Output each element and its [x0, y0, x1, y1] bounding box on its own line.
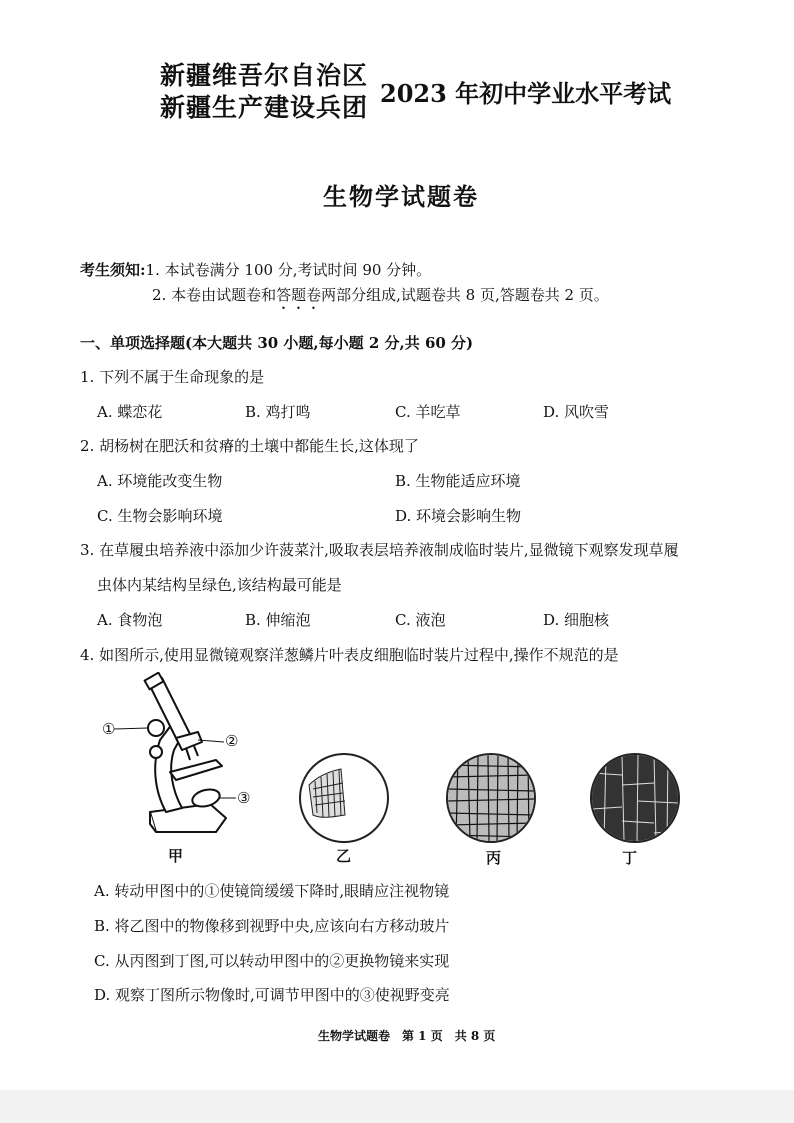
view-yi-cells	[301, 755, 387, 841]
figure-label-jia: 甲	[168, 847, 184, 865]
figure-label-bing: 丙	[486, 849, 502, 867]
notice-item-2-emph: 答题卷	[276, 286, 322, 304]
callout-2: ②	[225, 732, 239, 750]
q2-option-c: C. 生物会影响环境	[97, 507, 223, 525]
q3-option-d: D. 细胞核	[543, 611, 610, 629]
section-heading: 一、单项选择题(本大题共 30 小题,每小题 2 分,共 60 分)	[80, 334, 474, 352]
figure-label-ding: 丁	[622, 849, 638, 867]
region-line-2: 新疆生产建设兵团	[160, 93, 369, 122]
callout-3: ③	[237, 789, 251, 807]
q4-option-b: B. 将乙图中的物像移到视野中央,应该向右方移动玻片	[94, 917, 450, 935]
view-ding-cells	[592, 755, 678, 841]
figure-label-yi: 乙	[336, 847, 352, 865]
q2-option-a: A. 环境能改变生物	[97, 472, 223, 490]
q1-option-c: C. 羊吃草	[395, 403, 461, 421]
microscope-stage	[170, 760, 222, 780]
view-bing	[446, 753, 536, 843]
q3-option-c: C. 液泡	[395, 611, 446, 629]
question-1-stem: 1. 下列不属于生命现象的是	[80, 368, 265, 386]
notice-label: 考生须知:	[80, 261, 146, 279]
region-line-1: 新疆维吾尔自治区	[160, 61, 369, 90]
notice-line-2	[152, 284, 609, 313]
microscope-base	[150, 804, 226, 832]
notice-line-1	[80, 259, 431, 280]
q3-option-b: B. 伸缩泡	[245, 611, 311, 629]
q4-option-a: A. 转动甲图中的①使镜筒缓缓下降时,眼睛应注视物镜	[94, 882, 450, 900]
notice-item-2-a: 2. 本卷由试题卷和	[152, 286, 277, 304]
notice-item-2-b: 两部分组成,试题卷共 8 页,答题卷共 2 页。	[321, 286, 609, 304]
fine-focus-knob	[150, 746, 162, 758]
notice-item-1: 1. 本试卷满分 100 分,考试时间 90 分钟。	[145, 261, 432, 279]
question-4-stem: 4. 如图所示,使用显微镜观察洋葱鳞片叶表皮细胞临时装片过程中,操作不规范的是	[80, 646, 619, 664]
question-3-stem-line-1: 3. 在草履虫培养液中添加少许菠菜汁,吸取表层培养液制成临时装片,显微镜下观察发现草履	[80, 541, 679, 559]
view-bing-cells	[448, 755, 534, 841]
view-yi	[299, 753, 389, 843]
q1-option-b: B. 鸡打鸣	[245, 403, 311, 421]
view-ding	[590, 753, 680, 843]
paper-title: 生物学试题卷	[323, 182, 479, 211]
q1-option-a: A. 蝶恋花	[97, 403, 163, 421]
q3-option-a: A. 食物泡	[97, 611, 163, 629]
page-footer: 生物学试题卷 第 1 页 共 8 页	[318, 1029, 496, 1043]
q1-option-d: D. 风吹雪	[543, 403, 610, 421]
microscope-figure	[98, 672, 258, 842]
callout-1: ①	[102, 720, 116, 738]
coarse-focus-knob	[148, 720, 164, 736]
q2-option-b: B. 生物能适应环境	[395, 472, 521, 490]
question-2-stem: 2. 胡杨树在肥沃和贫瘠的土壤中都能生长,这体现了	[80, 437, 419, 455]
question-3-stem-line-2: 虫体内某结构呈绿色,该结构最可能是	[97, 576, 342, 594]
q4-option-d: D. 观察丁图所示物像时,可调节甲图中的③使视野变亮	[94, 986, 450, 1004]
q2-option-d: D. 环境会影响生物	[395, 507, 522, 525]
microscope-mirror	[190, 787, 221, 810]
q4-option-c: C. 从丙图到丁图,可以转动甲图中的②更换物镜来实现	[94, 952, 450, 970]
exam-title: 2023 年初中学业水平考试	[380, 79, 672, 108]
